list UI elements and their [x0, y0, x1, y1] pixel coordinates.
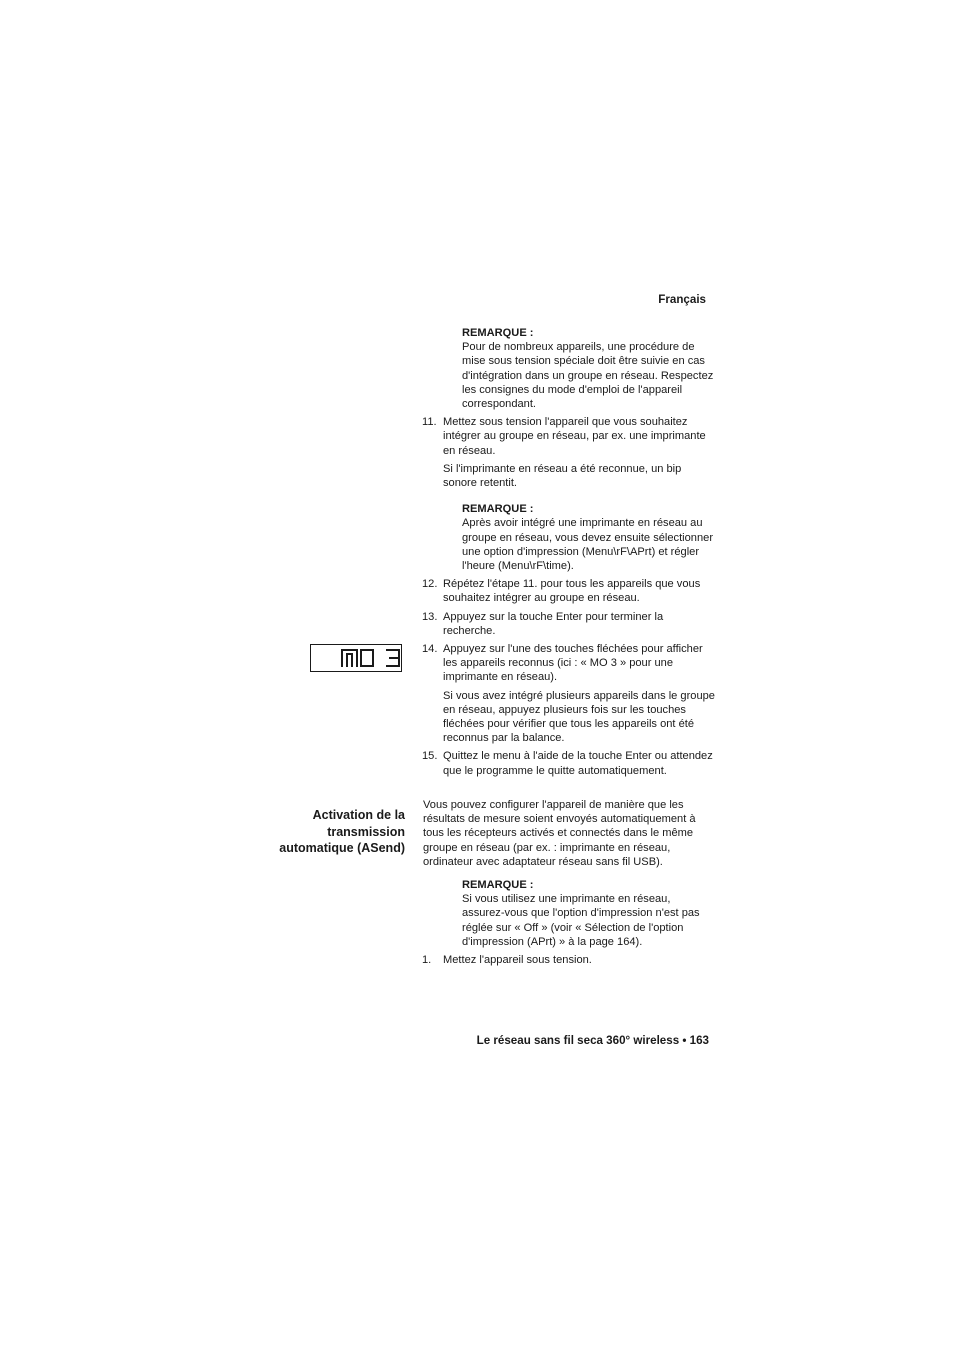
step-text: Mettez l'appareil sous tension. [443, 953, 592, 966]
note-text: Si vous utilisez une imprimante en réseau, assurez-vous que l'option d'impression n'est pas réglée sur « Off » (voir « Sélection de l'option d'impression (APrt) » à la page 164). [462, 893, 700, 948]
lcd-digit-o [361, 650, 373, 666]
note-block [462, 502, 715, 573]
note-title: REMARQUE : [462, 327, 534, 339]
step-text: Répétez l'étape 11. pour tous les appareils que vous souhaitez intégrer au groupe en réseau. [443, 578, 701, 605]
step-number: 11. [422, 416, 437, 429]
step-subtext: Si vous avez intégré plusieurs appareils dans le groupe en réseau, appuyez plusieurs fois sur les touches fléchées pour vérifier que tous les appareils ont été reconnus par la balance. [443, 689, 715, 745]
section-heading-line: automatique (ASend) [279, 841, 405, 856]
note-text: Pour de nombreux appareils, une procédure de mise sous tension spéciale doit être suivie en cas d'intégration dans un groupe en réseau. Respectez les consignes du mode d'emploi de l'appareil correspondant. [462, 341, 714, 411]
lcd-display [310, 644, 402, 672]
step-subtext: Si l'imprimante en réseau a été reconnue, un bip sonore retentit. [443, 462, 682, 490]
step-number: 13. [422, 610, 438, 623]
step-text: Appuyez sur la touche Enter pour terminer la recherche. [443, 610, 664, 637]
step-item [423, 610, 715, 638]
lcd-text: MO 3 [311, 645, 314, 646]
step-text: Mettez sous tension l'appareil que vous souhaitez intégrer au groupe en réseau, par ex. une imprimante en réseau. [443, 416, 706, 457]
main-content [423, 326, 715, 971]
step-item [423, 953, 715, 967]
step-number: 1. [422, 953, 432, 966]
section-heading [250, 807, 405, 857]
language-label: Français [658, 293, 706, 306]
note-title: REMARQUE : [462, 503, 534, 516]
section-heading-line: transmission [327, 824, 405, 839]
section-heading-line: Activation de la [312, 808, 405, 822]
section-intro: Vous pouvez configurer l'appareil de manière que les résultats de mesure soient envoyés automatiquement à tous les récepteurs activés et connectés dans le même groupe en réseau (par ex. : imprimante en réseau, ordinateur avec adaptateur réseau sans fil USB). [423, 798, 696, 868]
step-item [423, 749, 715, 777]
lcd-readout [311, 645, 401, 671]
step-item [423, 415, 715, 458]
step-number: 15. [422, 750, 438, 763]
page-footer: Le réseau sans fil seca 360° wireless • 163 [476, 1034, 709, 1047]
step-item [423, 642, 715, 685]
step-number: 12. [422, 578, 438, 591]
note-block [462, 878, 715, 949]
step-number: 14. [422, 643, 438, 656]
lcd-digit-m-inner [347, 654, 352, 666]
lcd-digit-m-outer [342, 650, 357, 666]
note-title: REMARQUE : [462, 878, 534, 891]
note-block [462, 326, 715, 411]
step-item [423, 577, 715, 605]
step-text: Quittez le menu à l'aide de la touche Enter ou attendez que le programme le quitte automatiquement. [443, 750, 713, 777]
note-text: Après avoir intégré une imprimante en réseau au groupe en réseau, vous devez ensuite sélectionner une option d'impression (Menu\rF\APrt) et régler l'heure (Menu\rF\time). [462, 517, 714, 573]
step-text: Appuyez sur l'une des touches fléchées pour afficher les appareils reconnus (ici : « MO 3 » pour une imprimante en réseau). [443, 643, 703, 684]
